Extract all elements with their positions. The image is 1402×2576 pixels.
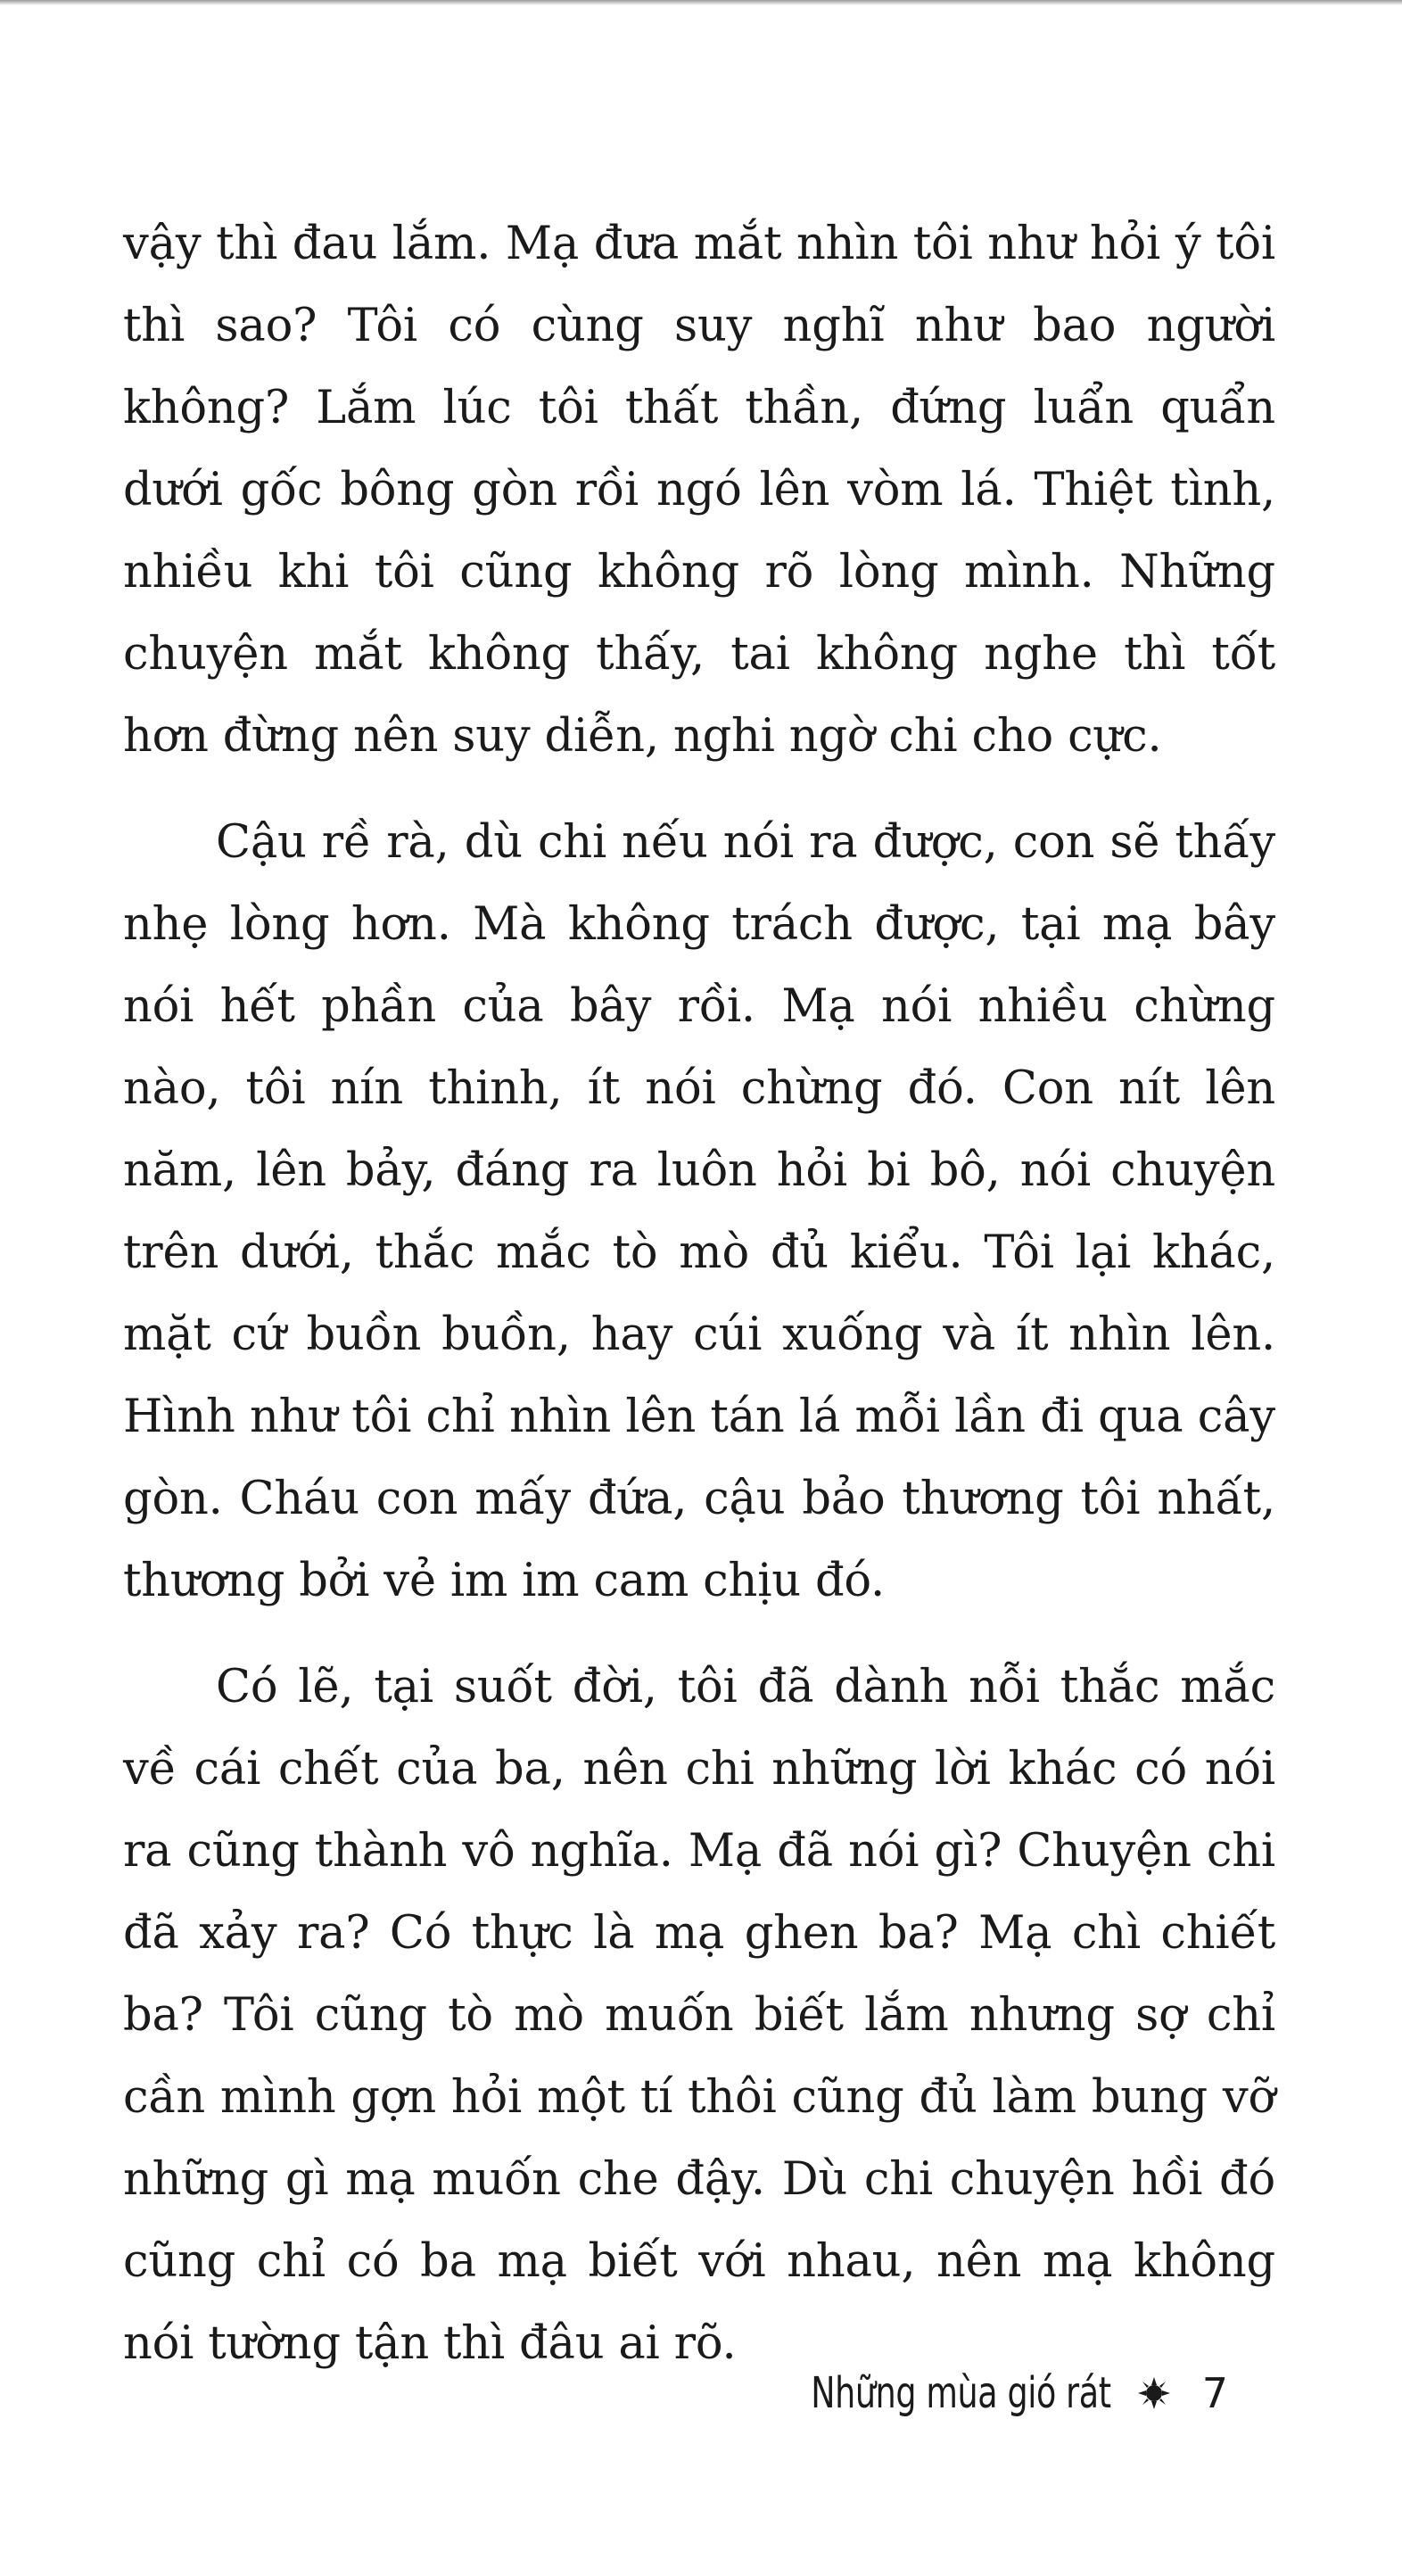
- page-number: 7: [1201, 2369, 1228, 2417]
- sun-ornament-icon: [1136, 2375, 1172, 2411]
- paragraph-3: Có lẽ, tại suốt đời, tôi đã dành nỗi thắc mắc về cái chết của ba, nên chi những lời khác có nói ra cũng thành vô nghĩa. Mạ đã nói gì? Chuyện chi đã xảy ra? Có thực là mạ ghen ba? Mạ chì chiết ba? Tôi cũng tò mò muốn biết lắm nhưng sợ chỉ cần mình gợn hỏi một tí thôi cũng đủ làm bung vỡ những gì mạ muốn che đậy. Dù chi chuyện hồi đó cũng chỉ có ba mạ biết với nhau, nên mạ không nói tường tận thì đâu ai rõ.: [123, 1661, 1275, 2370]
- page-top-edge: [0, 0, 1402, 5]
- page-footer: [716, 2362, 1228, 2424]
- body-text: [123, 203, 1275, 2409]
- running-title: Những mùa gió rát: [811, 2368, 1111, 2418]
- paragraph-1: vậy thì đau lắm. Mạ đưa mắt nhìn tôi như hỏi ý tôi thì sao? Tôi có cùng suy nghĩ như bao người không? Lắm lúc tôi thất thần, đứng luẩn quẩn dưới gốc bông gòn rồi ngó lên vòm lá. Thiệt tình, nhiều khi tôi cũng không rõ lòng mình. Những chuyện mắt không thấy, tai không nghe thì tốt hơn đừng nên suy diễn, nghi ngờ chi cho cực.: [123, 218, 1275, 763]
- paragraph-2: Cậu rề rà, dù chi nếu nói ra được, con sẽ thấy nhẹ lòng hơn. Mà không trách được, tại mạ bây nói hết phần của bây rồi. Mạ nói nhiều chừng nào, tôi nín thinh, ít nói chừng đó. Con nít lên năm, lên bảy, đáng ra luôn hỏi bi bô, nói chuyện trên dưới, thắc mắc tò mò đủ kiểu. Tôi lại khác, mặt cứ buồn buồn, hay cúi xuống và ít nhìn lên. Hình như tôi chỉ nhìn lên tán lá mỗi lần đi qua cây gòn. Cháu con mấy đứa, cậu bảo thương tôi nhất, thương bởi vẻ im im cam chịu đó.: [123, 816, 1275, 1607]
